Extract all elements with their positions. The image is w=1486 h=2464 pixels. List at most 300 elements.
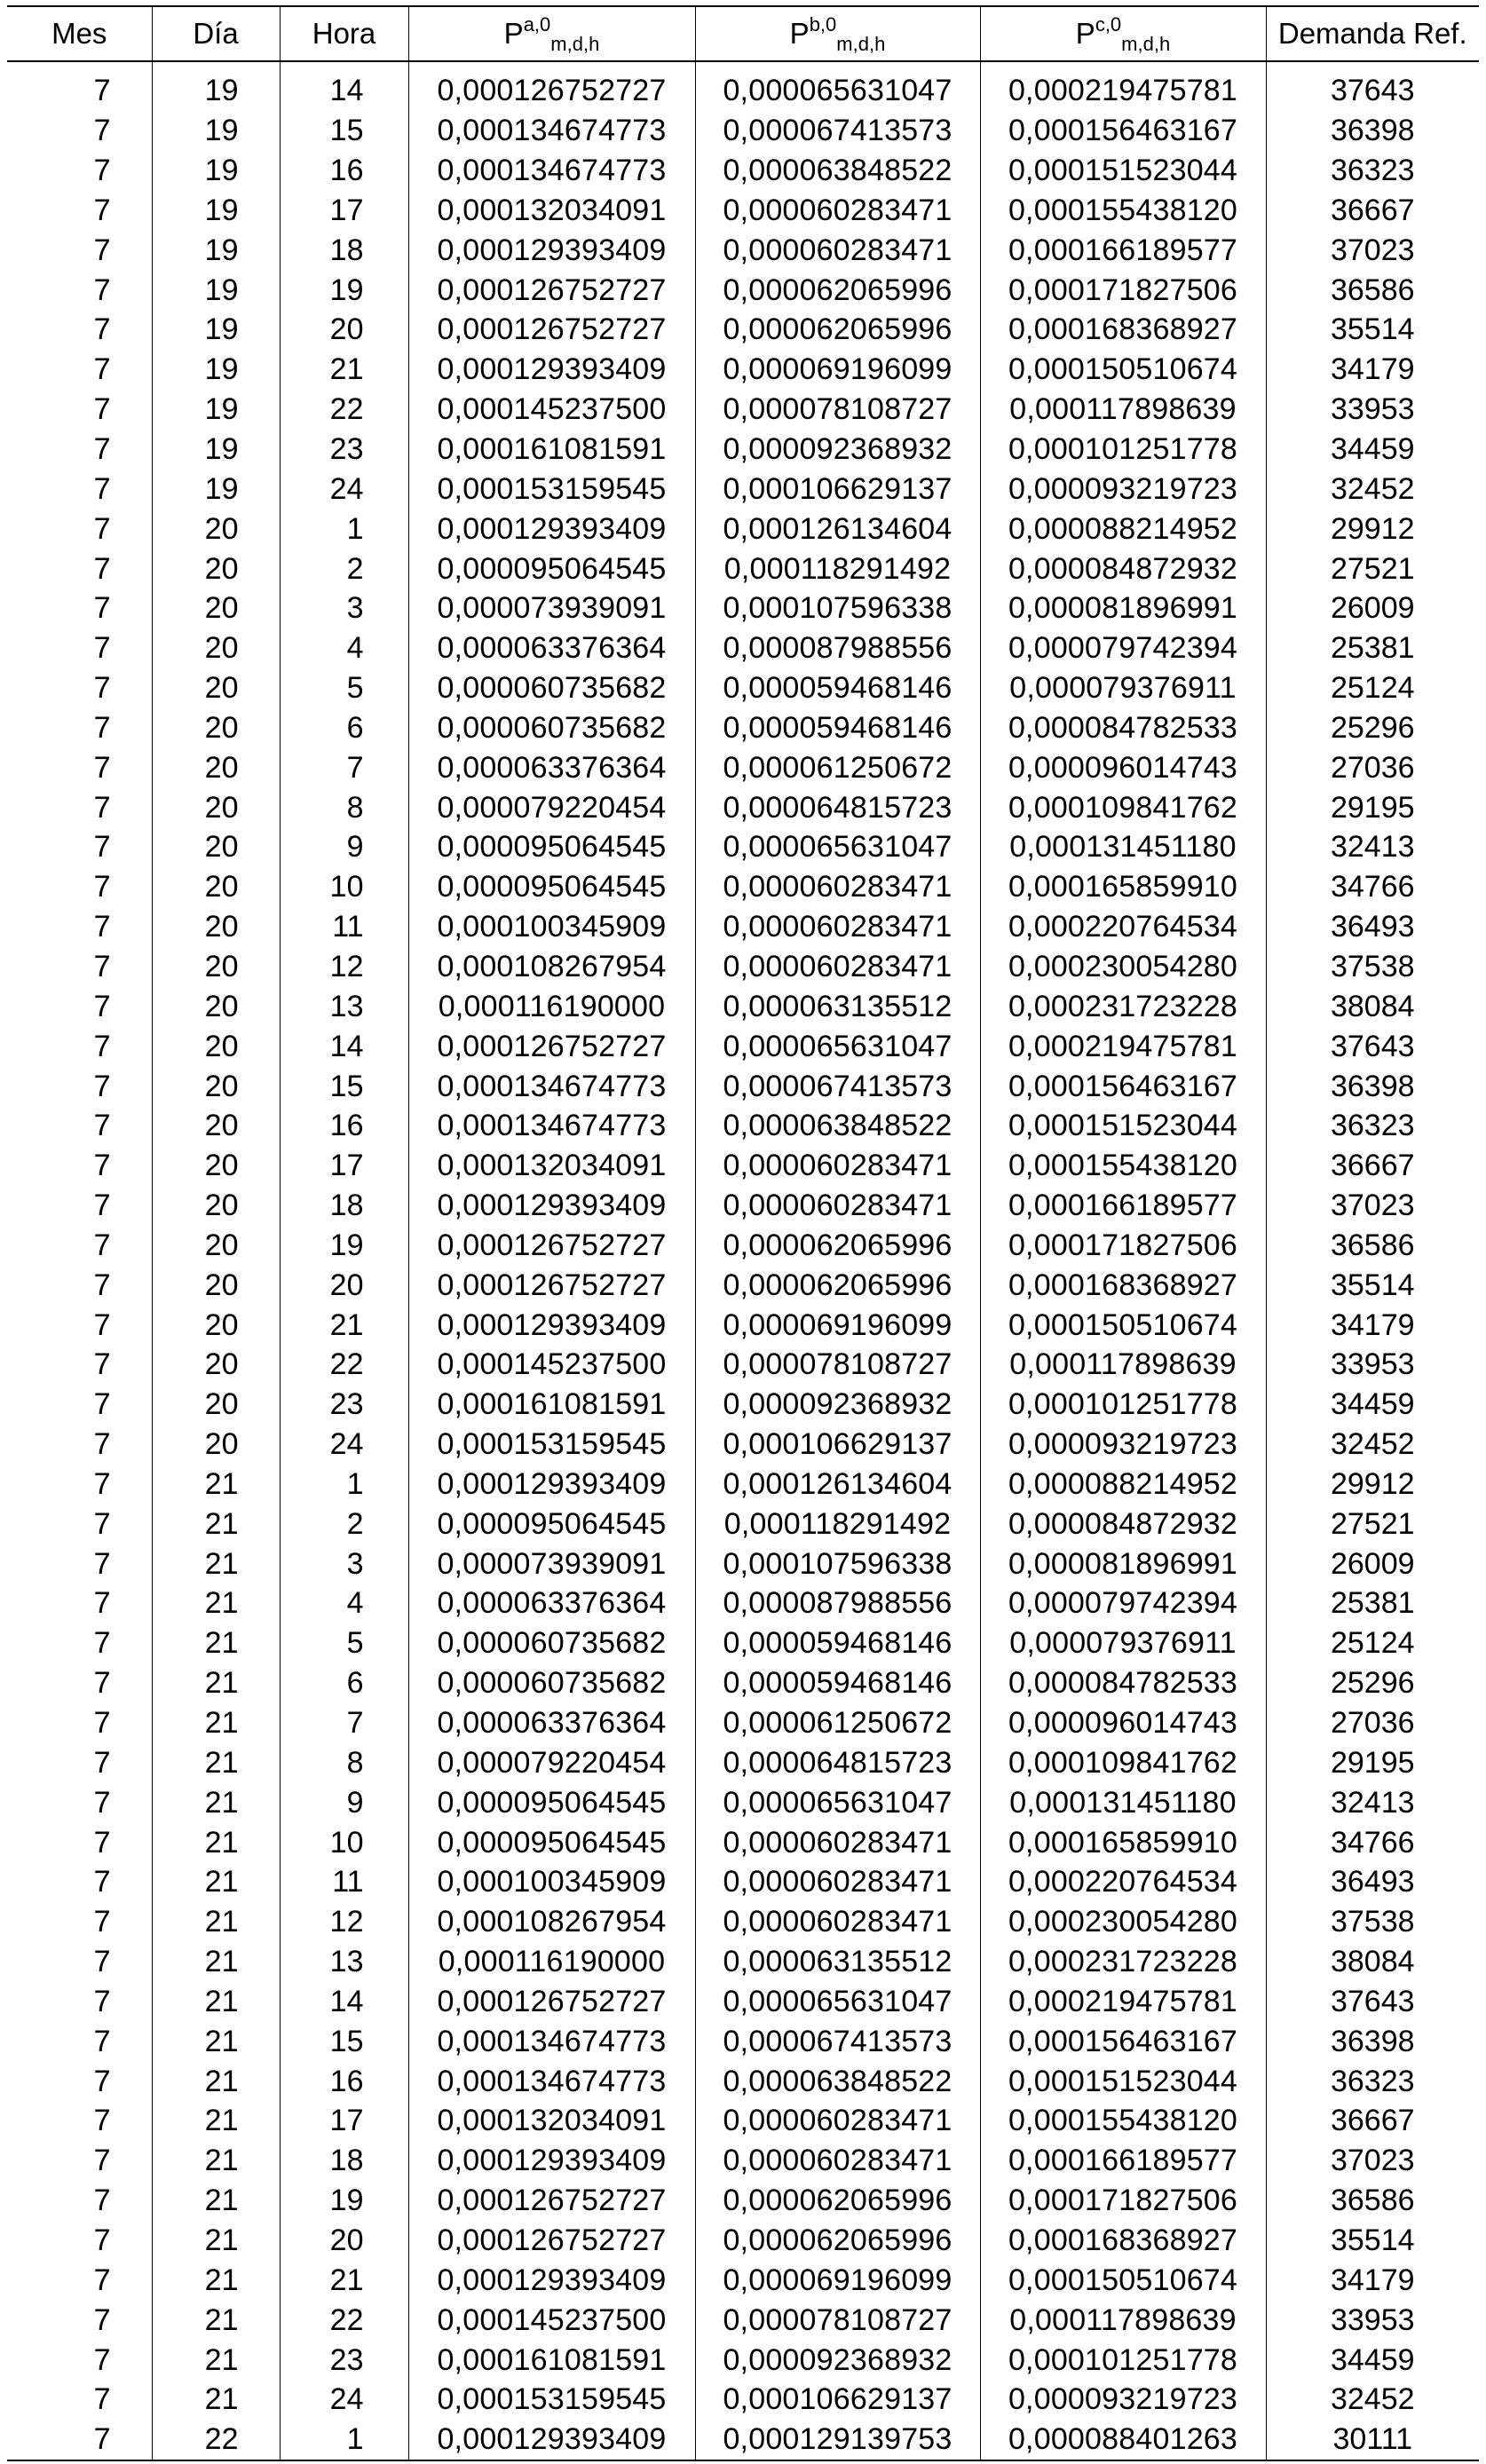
cell-p-a: 0,000126752727 xyxy=(408,2181,695,2221)
cell-hora: 4 xyxy=(280,1583,408,1623)
cell-p-b: 0,000069196099 xyxy=(695,1305,980,1345)
cell-dia: 19 xyxy=(152,310,280,350)
table-row xyxy=(7,469,1479,509)
cell-mes: 7 xyxy=(7,1066,152,1106)
cell-mes: 7 xyxy=(7,2181,152,2221)
cell-mes: 7 xyxy=(7,1225,152,1265)
cell-mes: 7 xyxy=(7,1902,152,1942)
cell-p-b: 0,000060283471 xyxy=(695,1822,980,1862)
cell-demanda: 37538 xyxy=(1266,1902,1479,1942)
table-row xyxy=(7,230,1479,270)
cell-dia: 20 xyxy=(152,747,280,787)
table-row xyxy=(7,1465,1479,1504)
cell-p-b: 0,000065631047 xyxy=(695,1782,980,1822)
cell-hora: 17 xyxy=(280,191,408,231)
cell-mes: 7 xyxy=(7,1663,152,1703)
cell-p-c: 0,000101251778 xyxy=(980,2340,1266,2380)
cell-mes: 7 xyxy=(7,1026,152,1066)
cell-demanda: 32452 xyxy=(1266,469,1479,509)
cell-hora: 12 xyxy=(280,947,408,987)
cell-mes: 7 xyxy=(7,430,152,470)
cell-p-a: 0,000129393409 xyxy=(408,1305,695,1345)
cell-p-c: 0,000220764534 xyxy=(980,1862,1266,1902)
cell-hora: 16 xyxy=(280,1106,408,1146)
cell-p-c: 0,000155438120 xyxy=(980,2101,1266,2141)
cell-hora: 1 xyxy=(280,2420,408,2460)
cell-hora: 19 xyxy=(280,270,408,310)
cell-p-c: 0,000096014743 xyxy=(980,747,1266,787)
cell-dia: 20 xyxy=(152,947,280,987)
cell-p-a: 0,000095064545 xyxy=(408,1782,695,1822)
cell-dia: 20 xyxy=(152,668,280,708)
cell-hora: 21 xyxy=(280,1305,408,1345)
cell-p-c: 0,000093219723 xyxy=(980,469,1266,509)
cell-dia: 19 xyxy=(152,111,280,151)
cell-hora: 21 xyxy=(280,2260,408,2300)
cell-p-c: 0,000084782533 xyxy=(980,1663,1266,1703)
cell-mes: 7 xyxy=(7,1385,152,1425)
cell-p-b: 0,000060283471 xyxy=(695,230,980,270)
cell-p-b: 0,000069196099 xyxy=(695,2260,980,2300)
cell-p-a: 0,000095064545 xyxy=(408,1504,695,1544)
table-row xyxy=(7,947,1479,987)
cell-p-a: 0,000126752727 xyxy=(408,270,695,310)
table-row xyxy=(7,1265,1479,1305)
table-row xyxy=(7,1106,1479,1146)
cell-p-c: 0,000088214952 xyxy=(980,1465,1266,1504)
cell-demanda: 29195 xyxy=(1266,1742,1479,1782)
cell-demanda: 36586 xyxy=(1266,1225,1479,1265)
table-row xyxy=(7,151,1479,191)
table-row xyxy=(7,2181,1479,2221)
cell-p-a: 0,000129393409 xyxy=(408,1465,695,1504)
cell-mes: 7 xyxy=(7,2340,152,2380)
cell-mes: 7 xyxy=(7,2260,152,2300)
cell-dia: 21 xyxy=(152,1544,280,1583)
cell-hora: 20 xyxy=(280,1265,408,1305)
cell-demanda: 33953 xyxy=(1266,390,1479,430)
cell-p-b: 0,000063135512 xyxy=(695,986,980,1026)
cell-dia: 19 xyxy=(152,151,280,191)
cell-dia: 21 xyxy=(152,1902,280,1942)
cell-demanda: 34179 xyxy=(1266,2260,1479,2300)
cell-hora: 11 xyxy=(280,907,408,947)
table-row xyxy=(7,1703,1479,1743)
cell-p-c: 0,000151523044 xyxy=(980,1106,1266,1146)
cell-p-c: 0,000117898639 xyxy=(980,2300,1266,2340)
cell-p-b: 0,000067413573 xyxy=(695,111,980,151)
cell-hora: 7 xyxy=(280,747,408,787)
cell-mes: 7 xyxy=(7,1862,152,1902)
cell-hora: 14 xyxy=(280,1982,408,2022)
cell-hora: 18 xyxy=(280,1186,408,1226)
cell-hora: 23 xyxy=(280,1385,408,1425)
cell-p-c: 0,000150510674 xyxy=(980,350,1266,390)
cell-p-b: 0,000060283471 xyxy=(695,191,980,231)
cell-demanda: 37023 xyxy=(1266,1186,1479,1226)
cell-demanda: 25124 xyxy=(1266,668,1479,708)
cell-demanda: 36586 xyxy=(1266,270,1479,310)
cell-p-a: 0,000161081591 xyxy=(408,2340,695,2380)
table-row xyxy=(7,2101,1479,2141)
cell-demanda: 34766 xyxy=(1266,1822,1479,1862)
cell-hora: 24 xyxy=(280,2380,408,2420)
cell-dia: 20 xyxy=(152,708,280,748)
cell-hora: 10 xyxy=(280,1822,408,1862)
cell-p-c: 0,000131451180 xyxy=(980,827,1266,867)
cell-demanda: 35514 xyxy=(1266,1265,1479,1305)
cell-dia: 20 xyxy=(152,1026,280,1066)
header-p-b xyxy=(695,6,980,61)
cell-hora: 13 xyxy=(280,986,408,1026)
cell-mes: 7 xyxy=(7,1982,152,2022)
cell-mes: 7 xyxy=(7,1703,152,1743)
cell-demanda: 27521 xyxy=(1266,1504,1479,1544)
cell-p-b: 0,000063848522 xyxy=(695,1106,980,1146)
cell-p-a: 0,000134674773 xyxy=(408,1106,695,1146)
cell-p-c: 0,000171827506 xyxy=(980,1225,1266,1265)
cell-mes: 7 xyxy=(7,2221,152,2261)
cell-p-b: 0,000129139753 xyxy=(695,2420,980,2460)
table-row xyxy=(7,907,1479,947)
table-row xyxy=(7,1902,1479,1942)
cell-p-a: 0,000108267954 xyxy=(408,1902,695,1942)
cell-p-a: 0,000134674773 xyxy=(408,2021,695,2061)
cell-p-b: 0,000106629137 xyxy=(695,1425,980,1465)
cell-demanda: 34459 xyxy=(1266,1385,1479,1425)
cell-p-b: 0,000126134604 xyxy=(695,1465,980,1504)
cell-dia: 21 xyxy=(152,1663,280,1703)
cell-p-c: 0,000084872932 xyxy=(980,1504,1266,1544)
cell-demanda: 35514 xyxy=(1266,2221,1479,2261)
cell-p-a: 0,000129393409 xyxy=(408,2420,695,2460)
cell-dia: 21 xyxy=(152,1742,280,1782)
cell-p-a: 0,000129393409 xyxy=(408,2260,695,2300)
table-row xyxy=(7,2061,1479,2101)
cell-p-c: 0,000096014743 xyxy=(980,1703,1266,1743)
cell-dia: 20 xyxy=(152,1345,280,1385)
cell-p-b: 0,000060283471 xyxy=(695,947,980,987)
cell-dia: 20 xyxy=(152,628,280,668)
cell-hora: 14 xyxy=(280,1026,408,1066)
table-row xyxy=(7,2380,1479,2420)
cell-hora: 18 xyxy=(280,2141,408,2181)
cell-p-b: 0,000060283471 xyxy=(695,907,980,947)
cell-demanda: 37538 xyxy=(1266,947,1479,987)
cell-p-a: 0,000095064545 xyxy=(408,549,695,588)
cell-mes: 7 xyxy=(7,1345,152,1385)
table-row xyxy=(7,1663,1479,1703)
cell-mes: 7 xyxy=(7,2061,152,2101)
cell-p-c: 0,000150510674 xyxy=(980,1305,1266,1345)
header-row xyxy=(7,6,1479,61)
table-row xyxy=(7,1862,1479,1902)
cell-hora: 3 xyxy=(280,588,408,628)
cell-p-b: 0,000106629137 xyxy=(695,469,980,509)
table-row xyxy=(7,588,1479,628)
cell-hora: 2 xyxy=(280,549,408,588)
cell-mes: 7 xyxy=(7,1822,152,1862)
cell-demanda: 25381 xyxy=(1266,1583,1479,1623)
cell-p-c: 0,000166189577 xyxy=(980,1186,1266,1226)
cell-p-a: 0,000134674773 xyxy=(408,2061,695,2101)
cell-demanda: 26009 xyxy=(1266,588,1479,628)
cell-p-c: 0,000101251778 xyxy=(980,430,1266,470)
cell-p-c: 0,000230054280 xyxy=(980,1902,1266,1942)
cell-mes: 7 xyxy=(7,668,152,708)
cell-dia: 21 xyxy=(152,1982,280,2022)
cell-hora: 12 xyxy=(280,1902,408,1942)
cell-p-a: 0,000079220454 xyxy=(408,787,695,827)
cell-p-a: 0,000126752727 xyxy=(408,2221,695,2261)
cell-p-c: 0,000168368927 xyxy=(980,2221,1266,2261)
cell-demanda: 38084 xyxy=(1266,1942,1479,1982)
cell-dia: 19 xyxy=(152,191,280,231)
cell-dia: 21 xyxy=(152,1782,280,1822)
cell-p-a: 0,000073939091 xyxy=(408,1544,695,1583)
cell-mes: 7 xyxy=(7,588,152,628)
cell-mes: 7 xyxy=(7,509,152,549)
cell-hora: 7 xyxy=(280,1703,408,1743)
cell-mes: 7 xyxy=(7,390,152,430)
cell-mes: 7 xyxy=(7,549,152,588)
cell-dia: 20 xyxy=(152,867,280,907)
cell-p-c: 0,000166189577 xyxy=(980,2141,1266,2181)
cell-mes: 7 xyxy=(7,1583,152,1623)
table-row xyxy=(7,1186,1479,1226)
cell-hora: 6 xyxy=(280,1663,408,1703)
cell-mes: 7 xyxy=(7,907,152,947)
cell-hora: 13 xyxy=(280,1942,408,1982)
cell-hora: 21 xyxy=(280,350,408,390)
cell-mes: 7 xyxy=(7,1623,152,1663)
table-row xyxy=(7,1544,1479,1583)
cell-p-a: 0,000095064545 xyxy=(408,1822,695,1862)
cell-dia: 20 xyxy=(152,1225,280,1265)
cell-dia: 19 xyxy=(152,390,280,430)
table-row xyxy=(7,628,1479,668)
cell-p-a: 0,000132034091 xyxy=(408,1146,695,1186)
cell-hora: 22 xyxy=(280,1345,408,1385)
cell-p-a: 0,000153159545 xyxy=(408,469,695,509)
cell-demanda: 37643 xyxy=(1266,1982,1479,2022)
table-row xyxy=(7,270,1479,310)
table-row xyxy=(7,1982,1479,2022)
cell-p-c: 0,000084872932 xyxy=(980,549,1266,588)
cell-p-b: 0,000064815723 xyxy=(695,1742,980,1782)
header-p-b-base: P xyxy=(789,17,810,50)
cell-p-b: 0,000065631047 xyxy=(695,61,980,111)
cell-dia: 20 xyxy=(152,1305,280,1345)
cell-demanda: 25296 xyxy=(1266,708,1479,748)
cell-mes: 7 xyxy=(7,827,152,867)
cell-hora: 23 xyxy=(280,2340,408,2380)
cell-dia: 19 xyxy=(152,61,280,111)
cell-p-c: 0,000165859910 xyxy=(980,867,1266,907)
cell-mes: 7 xyxy=(7,151,152,191)
cell-mes: 7 xyxy=(7,747,152,787)
cell-demanda: 37643 xyxy=(1266,61,1479,111)
table-row xyxy=(7,1942,1479,1982)
table-row xyxy=(7,2221,1479,2261)
cell-p-b: 0,000062065996 xyxy=(695,2181,980,2221)
table-row xyxy=(7,2021,1479,2061)
cell-p-c: 0,000168368927 xyxy=(980,310,1266,350)
cell-p-b: 0,000078108727 xyxy=(695,390,980,430)
table-row xyxy=(7,191,1479,231)
table-row xyxy=(7,509,1479,549)
cell-mes: 7 xyxy=(7,1504,152,1544)
cell-dia: 20 xyxy=(152,549,280,588)
cell-dia: 20 xyxy=(152,1385,280,1425)
cell-p-c: 0,000219475781 xyxy=(980,1026,1266,1066)
cell-p-b: 0,000059468146 xyxy=(695,1663,980,1703)
cell-dia: 21 xyxy=(152,1822,280,1862)
cell-demanda: 35514 xyxy=(1266,310,1479,350)
cell-demanda: 25296 xyxy=(1266,1663,1479,1703)
cell-dia: 20 xyxy=(152,1066,280,1106)
cell-p-b: 0,000059468146 xyxy=(695,1623,980,1663)
cell-p-b: 0,000059468146 xyxy=(695,708,980,748)
cell-p-a: 0,000153159545 xyxy=(408,1425,695,1465)
cell-p-a: 0,000095064545 xyxy=(408,867,695,907)
cell-p-a: 0,000129393409 xyxy=(408,1186,695,1226)
cell-p-b: 0,000087988556 xyxy=(695,1583,980,1623)
cell-dia: 19 xyxy=(152,430,280,470)
cell-mes: 7 xyxy=(7,1425,152,1465)
cell-demanda: 37643 xyxy=(1266,1026,1479,1066)
cell-mes: 7 xyxy=(7,1465,152,1504)
header-p-c-sub: m,d,h xyxy=(1121,33,1171,55)
cell-mes: 7 xyxy=(7,1186,152,1226)
cell-p-a: 0,000060735682 xyxy=(408,708,695,748)
cell-p-a: 0,000100345909 xyxy=(408,907,695,947)
table-row xyxy=(7,747,1479,787)
cell-p-a: 0,000132034091 xyxy=(408,191,695,231)
cell-p-c: 0,000156463167 xyxy=(980,2021,1266,2061)
cell-p-b: 0,000060283471 xyxy=(695,2101,980,2141)
table-row xyxy=(7,2340,1479,2380)
cell-demanda: 38084 xyxy=(1266,986,1479,1026)
cell-p-a: 0,000126752727 xyxy=(408,1225,695,1265)
cell-p-b: 0,000067413573 xyxy=(695,2021,980,2061)
table-row xyxy=(7,549,1479,588)
cell-p-a: 0,000126752727 xyxy=(408,1982,695,2022)
cell-demanda: 36323 xyxy=(1266,151,1479,191)
cell-p-c: 0,000155438120 xyxy=(980,1146,1266,1186)
cell-dia: 21 xyxy=(152,2221,280,2261)
cell-mes: 7 xyxy=(7,867,152,907)
cell-p-c: 0,000151523044 xyxy=(980,151,1266,191)
cell-p-b: 0,000092368932 xyxy=(695,430,980,470)
cell-hora: 19 xyxy=(280,1225,408,1265)
cell-demanda: 32452 xyxy=(1266,2380,1479,2420)
cell-hora: 5 xyxy=(280,668,408,708)
cell-p-a: 0,000134674773 xyxy=(408,1066,695,1106)
header-hora: Hora xyxy=(280,6,408,61)
cell-dia: 21 xyxy=(152,1942,280,1982)
header-p-a-sub: m,d,h xyxy=(550,33,600,55)
cell-demanda: 33953 xyxy=(1266,1345,1479,1385)
table-row xyxy=(7,986,1479,1026)
cell-dia: 21 xyxy=(152,1465,280,1504)
header-p-a-sup: a,0 xyxy=(523,13,551,36)
cell-p-c: 0,000079376911 xyxy=(980,1623,1266,1663)
table-row xyxy=(7,390,1479,430)
header-p-b-sub: m,d,h xyxy=(836,33,886,55)
cell-demanda: 27036 xyxy=(1266,747,1479,787)
cell-mes: 7 xyxy=(7,1106,152,1146)
cell-p-c: 0,000168368927 xyxy=(980,1265,1266,1305)
cell-dia: 21 xyxy=(152,2260,280,2300)
cell-p-b: 0,000062065996 xyxy=(695,270,980,310)
cell-demanda: 36398 xyxy=(1266,111,1479,151)
cell-dia: 21 xyxy=(152,2141,280,2181)
cell-p-b: 0,000107596338 xyxy=(695,588,980,628)
cell-p-a: 0,000100345909 xyxy=(408,1862,695,1902)
cell-p-a: 0,000063376364 xyxy=(408,628,695,668)
cell-mes: 7 xyxy=(7,1782,152,1822)
cell-p-a: 0,000060735682 xyxy=(408,1623,695,1663)
cell-mes: 7 xyxy=(7,1942,152,1982)
cell-dia: 21 xyxy=(152,2300,280,2340)
cell-p-a: 0,000126752727 xyxy=(408,1026,695,1066)
table-row xyxy=(7,1026,1479,1066)
table-body xyxy=(7,61,1479,2460)
cell-hora: 24 xyxy=(280,469,408,509)
cell-mes: 7 xyxy=(7,986,152,1026)
cell-dia: 22 xyxy=(152,2420,280,2460)
cell-p-a: 0,000116190000 xyxy=(408,986,695,1026)
cell-hora: 8 xyxy=(280,1742,408,1782)
cell-p-b: 0,000060283471 xyxy=(695,1186,980,1226)
cell-demanda: 32452 xyxy=(1266,1425,1479,1465)
cell-hora: 22 xyxy=(280,2300,408,2340)
cell-demanda: 26009 xyxy=(1266,1544,1479,1583)
cell-dia: 21 xyxy=(152,1623,280,1663)
cell-p-c: 0,000109841762 xyxy=(980,787,1266,827)
cell-p-a: 0,000145237500 xyxy=(408,1345,695,1385)
cell-hora: 22 xyxy=(280,390,408,430)
cell-demanda: 36667 xyxy=(1266,1146,1479,1186)
cell-p-a: 0,000129393409 xyxy=(408,230,695,270)
cell-p-a: 0,000126752727 xyxy=(408,310,695,350)
cell-demanda: 32413 xyxy=(1266,827,1479,867)
cell-dia: 20 xyxy=(152,588,280,628)
cell-dia: 20 xyxy=(152,787,280,827)
cell-demanda: 30111 xyxy=(1266,2420,1479,2460)
cell-p-a: 0,000063376364 xyxy=(408,747,695,787)
cell-hora: 5 xyxy=(280,1623,408,1663)
table-row xyxy=(7,668,1479,708)
cell-p-b: 0,000061250672 xyxy=(695,747,980,787)
cell-hora: 15 xyxy=(280,2021,408,2061)
header-dia: Día xyxy=(152,6,280,61)
cell-dia: 21 xyxy=(152,2101,280,2141)
cell-dia: 19 xyxy=(152,270,280,310)
header-p-b-sup: b,0 xyxy=(809,13,837,36)
cell-mes: 7 xyxy=(7,350,152,390)
cell-p-b: 0,000106629137 xyxy=(695,2380,980,2420)
cell-mes: 7 xyxy=(7,2101,152,2141)
cell-dia: 20 xyxy=(152,827,280,867)
cell-p-c: 0,000156463167 xyxy=(980,111,1266,151)
table-row xyxy=(7,61,1479,111)
cell-hora: 16 xyxy=(280,151,408,191)
cell-p-a: 0,000095064545 xyxy=(408,827,695,867)
cell-p-a: 0,000063376364 xyxy=(408,1703,695,1743)
table-row xyxy=(7,827,1479,867)
